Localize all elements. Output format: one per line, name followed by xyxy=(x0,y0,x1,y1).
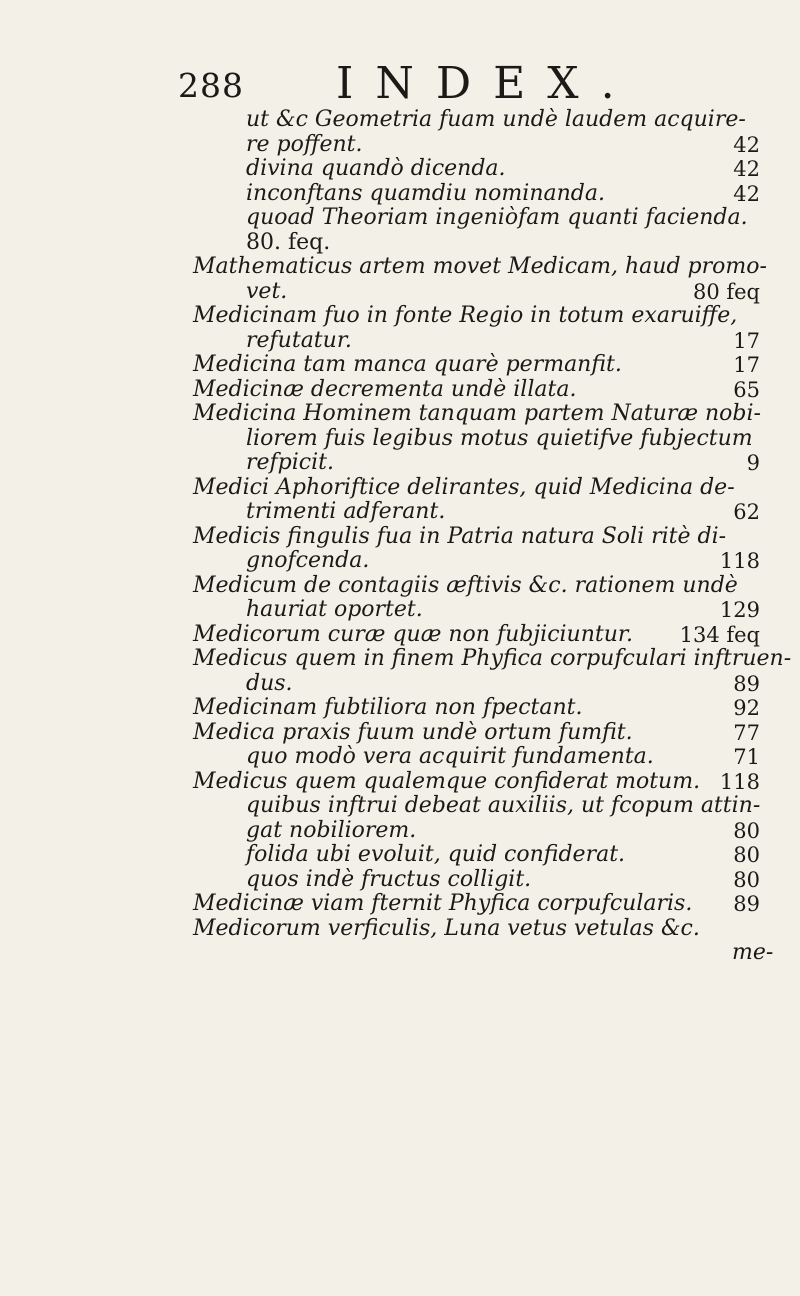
entry-text: Mathematicus artem movet Medicam, haud promo- xyxy=(193,254,767,279)
page-ref: 129 xyxy=(719,598,760,622)
entry-text: Medicorum verficulis, Luna vetus vetulas &c. xyxy=(193,915,700,941)
page-ref: 118 xyxy=(719,769,760,794)
entry-text: Medicus quem in finem Phyfica corpufculari inftruen- xyxy=(193,646,792,671)
page-ref: 80 xyxy=(733,818,760,843)
entry-text: Medicinam fubtiliora non fpectant. xyxy=(193,695,583,720)
page-ref: 17 xyxy=(733,353,760,377)
entry-text: liorem fuis legibus motus quietifve fubjectum xyxy=(246,425,753,451)
index-line xyxy=(0,255,800,280)
entry-text: dus. xyxy=(246,670,293,696)
entry-text: folida ubi evoluit, quid confiderat. xyxy=(246,842,626,867)
entry-text: quo modò vera acquirit fundamenta. xyxy=(246,744,654,769)
index-line xyxy=(0,525,800,550)
index-line xyxy=(0,917,800,942)
index-line xyxy=(0,794,800,819)
index-line xyxy=(0,378,800,403)
index-line xyxy=(0,819,800,844)
index-line xyxy=(0,721,800,746)
page-ref: 9 xyxy=(746,451,760,475)
index-line xyxy=(0,647,800,672)
entry-text: Medicina tam manca quarè permanfit. xyxy=(193,352,622,377)
page-ref: 42 xyxy=(733,157,760,181)
index-line xyxy=(0,598,800,623)
index-line xyxy=(0,476,800,501)
index-line xyxy=(0,329,800,354)
index-line xyxy=(0,574,800,599)
index-line xyxy=(0,157,800,182)
index-line xyxy=(0,451,800,476)
entry-text: inconftans quamdiu nominanda. xyxy=(246,180,605,206)
page-ref: 134 feq xyxy=(679,622,760,647)
index-line xyxy=(0,108,800,133)
index-line xyxy=(0,696,800,721)
page-ref: 80 feq xyxy=(692,279,760,304)
page-ref: 89 xyxy=(733,892,760,916)
entry-text: trimenti adferant. xyxy=(246,499,446,524)
page-ref: 80 xyxy=(733,843,760,867)
index-line xyxy=(0,304,800,329)
index-line xyxy=(0,133,800,158)
entry-text: gat nobiliorem. xyxy=(246,817,417,843)
index-line xyxy=(0,623,800,648)
index-line xyxy=(0,770,800,795)
entry-text: vet. xyxy=(246,278,288,304)
page-ref: 92 xyxy=(733,696,760,720)
index-line xyxy=(0,206,800,231)
index-line xyxy=(0,231,800,256)
page-ref: 62 xyxy=(733,500,760,524)
index-line xyxy=(0,353,800,378)
entry-text: Medica praxis fuum undè ortum fumfit. xyxy=(193,719,633,745)
entry-text: quoad Theoriam ingeniòfam quanti facienda. xyxy=(246,205,748,230)
index-line xyxy=(0,941,800,966)
entry-text: quibus inftrui debeat auxiliis, ut fcopum attin- xyxy=(246,793,761,818)
page-ref: 77 xyxy=(733,720,760,745)
entry-text: gnofcenda. xyxy=(246,548,370,573)
page-ref: 80 xyxy=(733,867,760,892)
index-entries xyxy=(0,108,800,966)
index-line xyxy=(0,549,800,574)
page-ref: 42 xyxy=(733,181,760,206)
index-line xyxy=(0,868,800,893)
entry-text: Medicis fingulis fua in Patria natura Soli ritè di- xyxy=(193,523,727,549)
entry-text: Medicina Hominem tanquam partem Naturæ nobi- xyxy=(193,401,761,426)
entry-text: Medicus quem qualemque confiderat motum. xyxy=(193,768,701,794)
index-line xyxy=(0,500,800,525)
entry-text: quos indè fructus colligit. xyxy=(246,866,532,892)
entry-text: refutatur. xyxy=(246,327,352,353)
page-title: INDEX. xyxy=(336,58,637,109)
entry-text: 80. feq. xyxy=(246,229,331,255)
entry-text: Medicinæ viam fternit Phyfica corpufcularis. xyxy=(193,891,693,916)
index-line xyxy=(0,182,800,207)
entry-text: re poffent. xyxy=(246,131,363,157)
page-ref: 71 xyxy=(733,745,760,769)
index-line xyxy=(0,745,800,770)
entry-text: Medicinæ decrementa undè illata. xyxy=(193,376,577,402)
index-line xyxy=(0,843,800,868)
page-ref: 118 xyxy=(719,549,760,573)
index-line xyxy=(0,280,800,305)
entry-text: Medicorum curæ quæ non fubjiciuntur. xyxy=(193,621,633,647)
page-ref: 65 xyxy=(733,377,760,402)
entry-text: Medici Aphoriftice delirantes, quid Medicina de- xyxy=(193,474,735,500)
entry-text: Medicinam fuo in fonte Regio in totum exaruiffe, xyxy=(193,303,738,328)
entry-text: ut &c Geometria fuam undè laudem acquire- xyxy=(246,107,746,132)
entry-text: Medicum de contagiis æftivis &c. rationem undè xyxy=(193,572,738,598)
entry-text: refpicit. xyxy=(246,450,334,475)
index-line xyxy=(0,402,800,427)
page-ref: 42 xyxy=(733,132,760,157)
entry-text: divina quandò dicenda. xyxy=(246,156,506,181)
index-line xyxy=(0,892,800,917)
entry-text: hauriat oportet. xyxy=(246,597,423,622)
page-number: 288 xyxy=(178,66,244,105)
catchword: me- xyxy=(732,940,774,965)
index-line xyxy=(0,427,800,452)
page-ref: 89 xyxy=(733,671,760,696)
index-line xyxy=(0,672,800,697)
page-ref: 17 xyxy=(733,328,760,353)
